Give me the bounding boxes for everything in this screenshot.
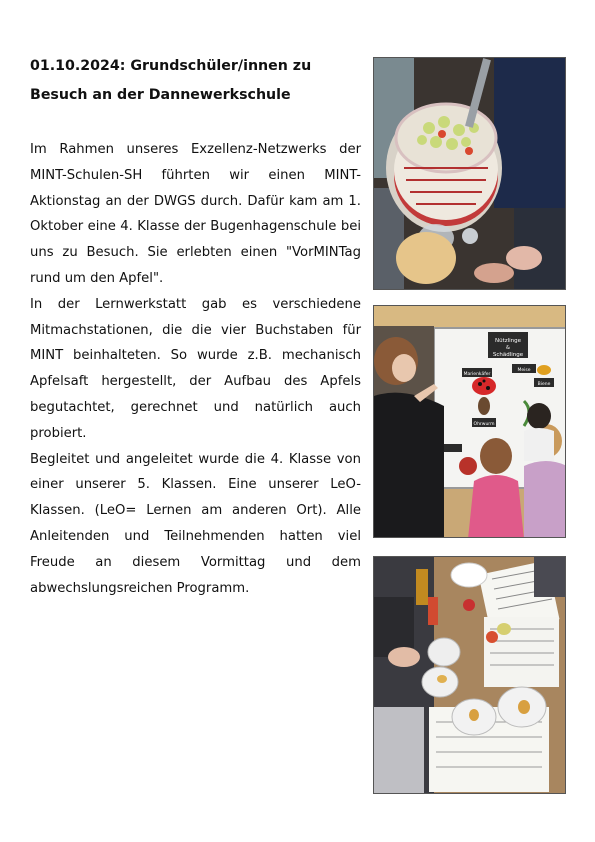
board-heading-line2: & (506, 345, 510, 351)
article-body (30, 137, 361, 601)
whiteboard-illustration (374, 306, 566, 538)
photo-whiteboard (373, 305, 566, 538)
paragraph-3: Begleitet und angeleitet wurde die 4. Klasse von einer unserer 5. Klassen. Eine unserer LeO-Klassen. (LeO= Lernen am anderen Ort). Alle Anleitenden und Teilnehmenden hatten viel Freude an diesem Vormittag und dem abwechslungsreichen Programm. (30, 451, 361, 596)
photo-apple-press (373, 57, 566, 290)
article-title: 01.10.2024: Grundschüler/innen zu Besuch an der Dannewerkschule (30, 58, 312, 103)
apple-press-illustration (374, 58, 566, 290)
tasting-table-illustration (374, 557, 566, 794)
board-label-2: Meise (517, 368, 531, 373)
paragraph-2: In der Lernwerkstatt gab es verschiedene Mitmachstationen, die die vier Buchstaben für MINT beinhalteten. So wurde z.B. mechanisch Apfelsaft hergestellt, der Aufbau des Apfels begutachtet, gerechnet und natürlich auch probiert. (30, 296, 361, 441)
board-heading-line1: Nützlinge (494, 338, 522, 344)
paragraph-1: Im Rahmen unseres Exzellenz-Netzwerks der MINT-Schulen-SH führten wir einen MINT-Aktionstag an der DWGS durch. Dafür kam am 1. Oktober eine 4. Klasse der Bugenhagenschule bei uns zu Besuch. Sie erlebten einen "VorMINTag rund um den Apfel". (30, 142, 361, 286)
board-label-4: Ohrwurm (473, 422, 495, 427)
board-label-3: Biene (537, 382, 551, 387)
board-label-1: Marienkäfer (463, 372, 491, 377)
board-heading-line3: Schädlinge (492, 352, 524, 358)
photo-tasting-table (373, 556, 566, 794)
